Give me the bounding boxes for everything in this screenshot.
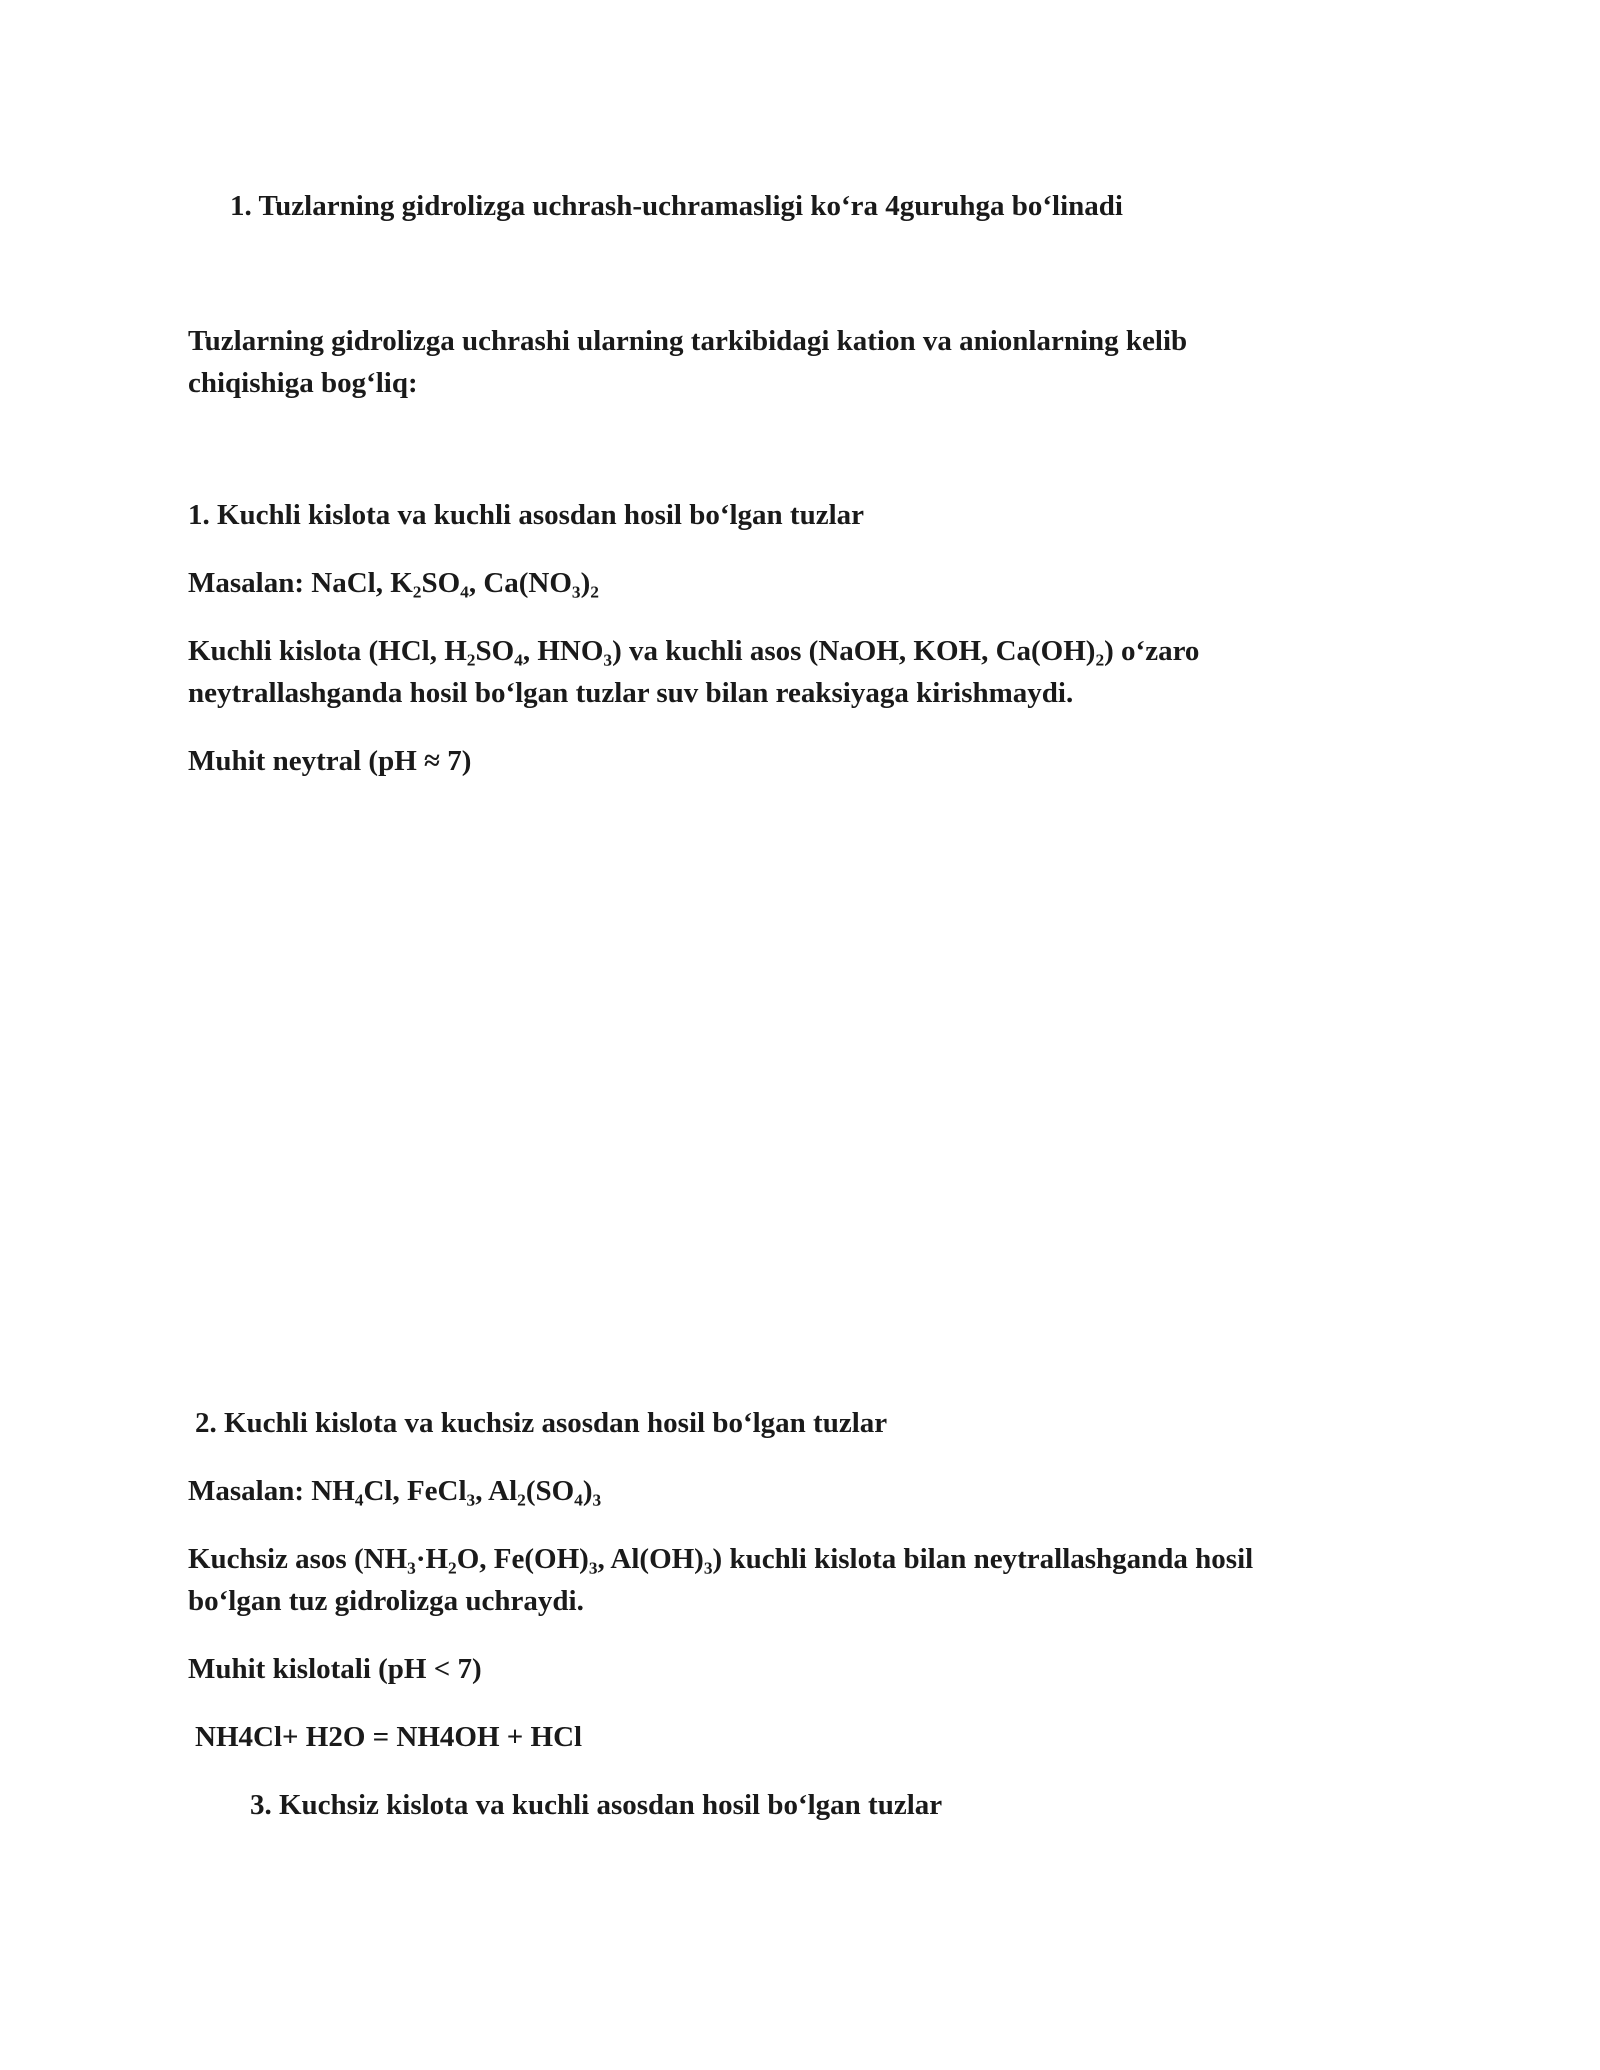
section2-example-formulas: NH₄Cl, FeCl₃, Al₂(SO₄)₃ <box>311 1475 602 1507</box>
intro-line-2: chiqishiga bog‘liq: <box>188 367 418 399</box>
section1-example-label: Masalan: <box>188 567 304 599</box>
section1-example-formulas: NaCl, K₂SO₄, Ca(NO₃)₂ <box>311 567 599 599</box>
section2-example <box>188 1470 601 1512</box>
section1-title: 1. Kuchli kislota va kuchli asosdan hosil bo‘lgan tuzlar <box>188 499 865 531</box>
document-heading: 1. Tuzlarning gidrolizga uchrash-uchramasligi ko‘ra 4guruhga bo‘linadi <box>230 190 1123 222</box>
intro-line-1: Tuzlarning gidrolizga uchrashi ularning tarkibidagi kation va anionlarning kelib <box>188 325 1188 357</box>
section2-title: 2. Kuchli kislota va kuchsiz asosdan hosil bo‘lgan tuzlar <box>195 1407 888 1439</box>
section2-description-line-1: Kuchsiz asos (NH₃·H₂O, Fe(OH)₃, Al(OH)₃) kuchli kislota bilan neytrallashganda hosil <box>188 1543 1254 1575</box>
section1-description-line-1: Kuchli kislota (HCl, H₂SO₄, HNO₃) va kuchli asos (NaOH, KOH, Ca(OH)₂) o‘zaro <box>188 635 1200 667</box>
section2-medium: Muhit kislotali (pH < 7) <box>188 1653 482 1685</box>
section2-description-line-2: bo‘lgan tuz gidrolizga uchraydi. <box>188 1585 584 1617</box>
section1-description-line-2: neytrallashganda hosil bo‘lgan tuzlar suv bilan reaksiyaga kirishmaydi. <box>188 677 1074 709</box>
section2-example-label: Masalan: <box>188 1475 304 1507</box>
section1-example <box>188 562 599 604</box>
section1-medium: Muhit neytral (pH ≈ 7) <box>188 745 472 777</box>
section2-reaction: NH4Cl+ H2O = NH4OH + HCl <box>195 1721 583 1753</box>
section3-title: 3. Kuchsiz kislota va kuchli asosdan hosil bo‘lgan tuzlar <box>250 1789 943 1821</box>
